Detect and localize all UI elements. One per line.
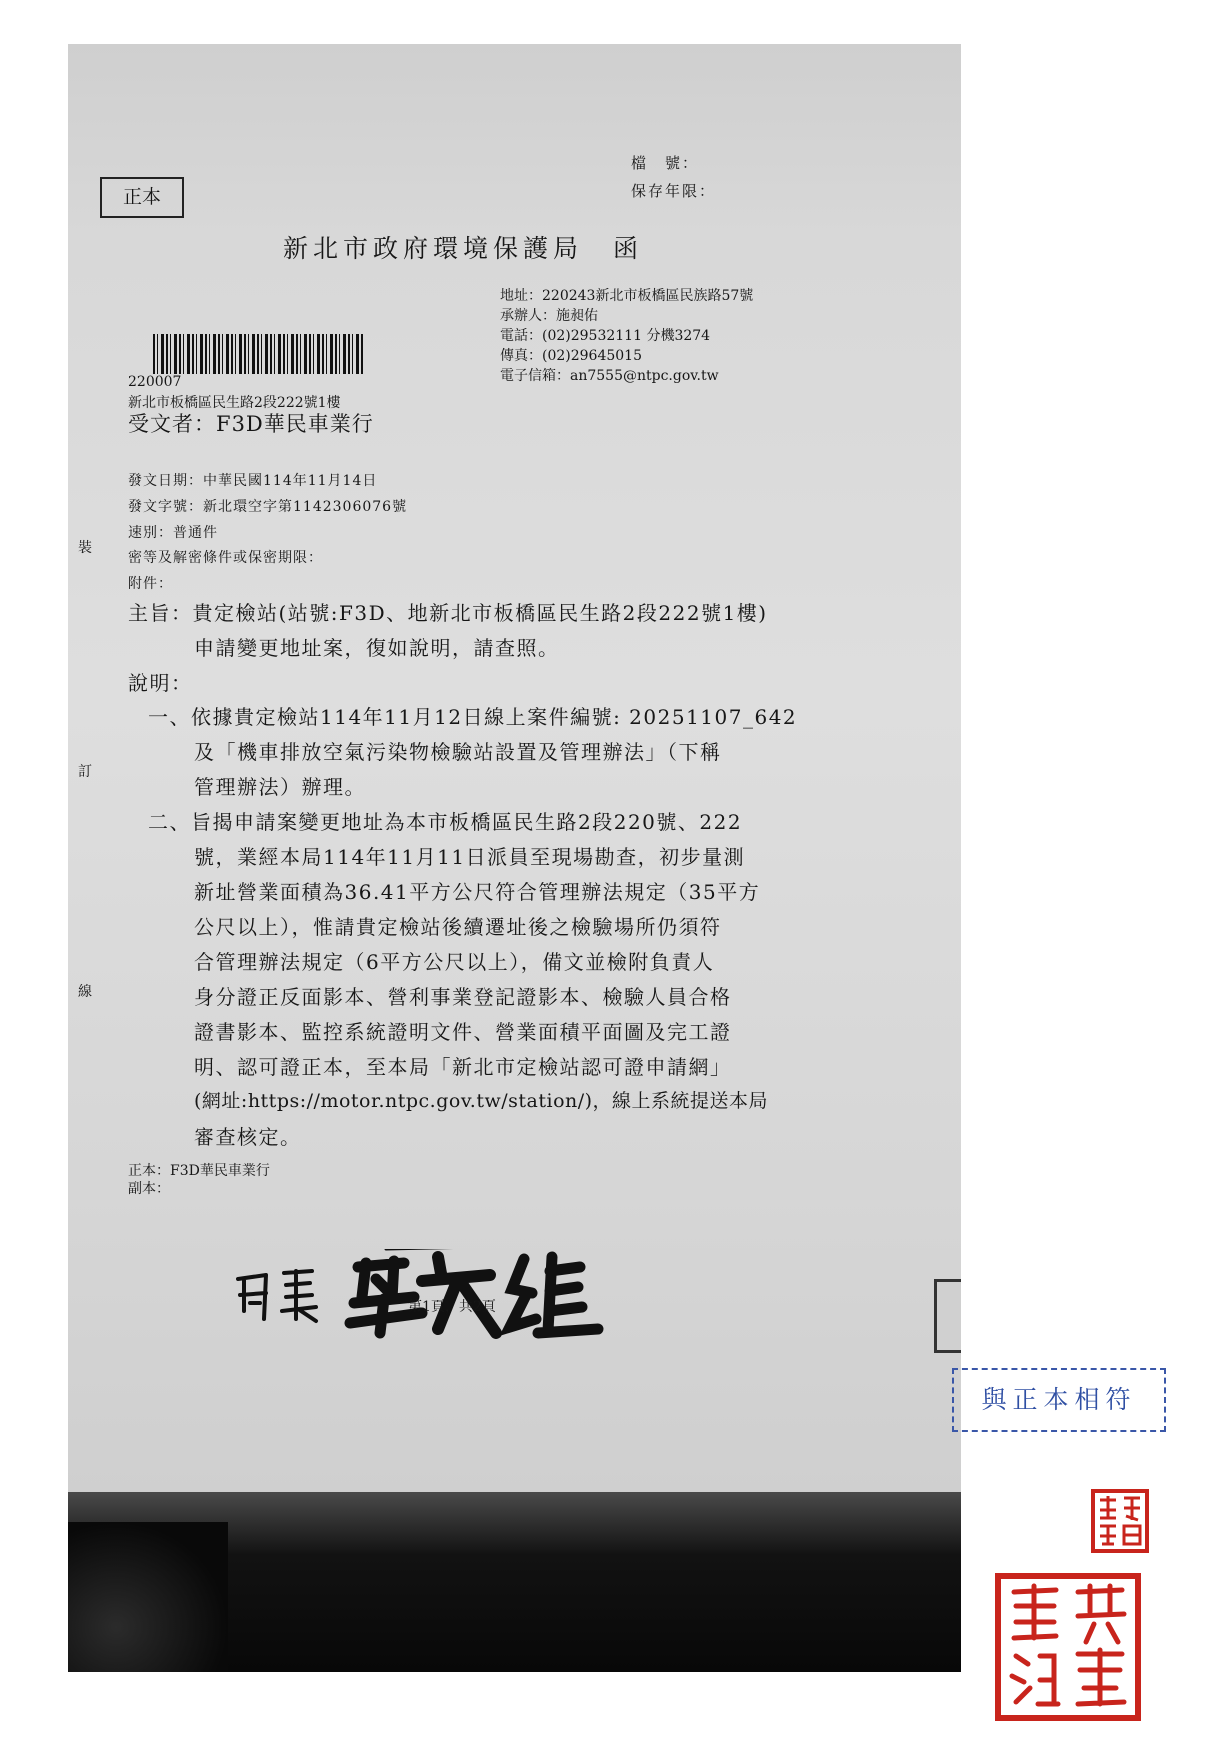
- letter-title: 新北市政府環境保護局 函: [283, 234, 644, 263]
- item1-line-1: 一、依據貴定檢站114年11月12日線上案件編號: 20251107_642: [148, 705, 798, 729]
- attachment: 附件：: [128, 576, 173, 592]
- barcode: [153, 334, 365, 374]
- director-signature: [226, 1249, 666, 1339]
- item2-line-8: 明、認可證正本，至本局「新北市定檢站認可證申請網」: [194, 1055, 732, 1079]
- recipient: 受文者：F3D華民車業行: [128, 412, 374, 436]
- retention-period-label: 保存年限：: [631, 182, 717, 200]
- item2-line-3: 新址營業面積為36.41平方公尺符合管理辦法規定（35平方: [194, 880, 761, 904]
- binding-mark-top: 裝: [78, 540, 92, 556]
- item2-line-5: 合管理辦法規定（6平方公尺以上），備文並檢附負責人: [194, 950, 715, 974]
- document-number: 發文字號：新北環空字第1142306076號: [128, 499, 408, 515]
- file-number-label: 檔 號：: [631, 154, 700, 172]
- agency-phone: 電話：(02)29532111 分機3274: [500, 328, 711, 344]
- item2-line-4: 公尺以上），惟請貴定檢站後續遷址後之檢驗場所仍須符: [194, 915, 722, 939]
- item2-line-10: 審查核定。: [194, 1125, 302, 1149]
- binding-mark-bottom: 線: [78, 984, 92, 1000]
- item2-line-2: 號，業經本局114年11月11日派員至現場勘查，初步量測: [194, 845, 746, 869]
- recipient-address: 新北市板橋區民生路2段222號1樓: [128, 395, 341, 411]
- item2-line-1: 二、旨揭申請案變更地址為本市板橋區民生路2段220號、222: [148, 810, 743, 834]
- agency-email: 電子信箱：an7555@ntpc.gov.tw: [500, 368, 719, 384]
- certified-copy-stamp: 與正本相符: [952, 1368, 1166, 1432]
- explanation-label: 說明：: [128, 671, 193, 695]
- small-red-seal: [1090, 1488, 1150, 1554]
- large-red-seal: [994, 1572, 1142, 1722]
- binding-mark-middle: 訂: [78, 764, 92, 780]
- subject-line-2: 申請變更地址案，復如說明，請查照。: [194, 636, 560, 660]
- item2-line-6: 身分證正反面影本、營利事業登記證影本、檢驗人員合格: [194, 985, 732, 1009]
- photo-shadow: [68, 1492, 961, 1672]
- original-recipient: 正本：F3D華民車業行: [128, 1163, 270, 1179]
- postal-code: 220007: [128, 374, 182, 390]
- item1-line-2: 及「機車排放空氣污染物檢驗站設置及管理辦法」（下稱: [194, 740, 722, 764]
- scanned-letter: [68, 44, 961, 1672]
- page-info: 第1頁，共2頁: [408, 1299, 496, 1315]
- secrecy-level: 密等及解密條件或保密期限：: [128, 550, 323, 566]
- delivery-speed: 速別：普通件: [128, 525, 218, 541]
- agency-fax: 傳真：(02)29645015: [500, 348, 642, 364]
- issue-date: 發文日期：中華民國114年11月14日: [128, 473, 378, 489]
- subject-line-1: 主旨：貴定檢站(站號:F3D、地新北市板橋區民生路2段222號1樓): [128, 601, 768, 625]
- handler: 承辦人：施昶佑: [500, 308, 598, 324]
- agency-address: 地址：220243新北市板橋區民族路57號: [500, 288, 754, 304]
- item2-line-9: (網址:https://motor.ntpc.gov.tw/station/)，線上系統提送本局: [194, 1090, 769, 1112]
- copy-recipient: 副本：: [128, 1181, 170, 1197]
- item2-line-7: 證書影本、監控系統證明文件、營業面積平面圖及完工證: [194, 1020, 732, 1044]
- copy-type-box: 正本: [100, 177, 184, 218]
- partial-stamp: [934, 1279, 961, 1353]
- item1-line-3: 管理辦法）辦理。: [194, 775, 366, 799]
